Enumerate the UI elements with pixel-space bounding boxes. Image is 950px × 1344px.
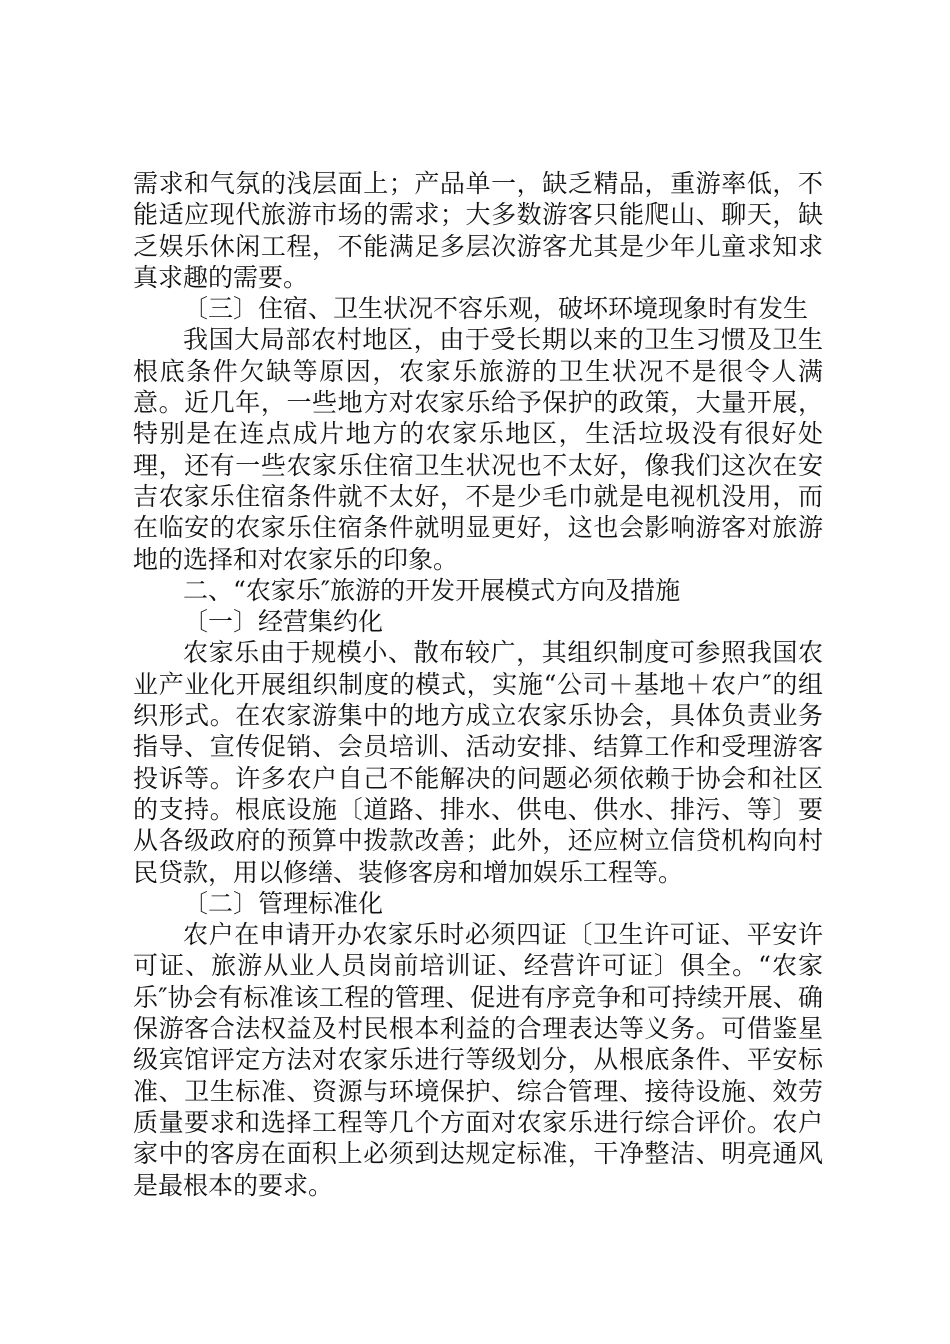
section-heading-standardized-management: 〔二〕管理标准化 — [183, 888, 384, 918]
paragraph-intensive-operation: 农家乐由于规模小、散布较广，其组织制度可参照我国农业产业化开展组织制度的模式，实施“公司＋基地＋农户″的组织形式。在农家游集中的地方成立农家乐协会，具体负责业务指导、宣传促销、会员培训、活动安排、结算工作和受理游客投诉等。许多农户自己不能解决的问题必须依赖于协会和社区的支持。根底设施〔道路、排水、供电、供水、排污、等〕要从各级政府的预算中拨款改善；此外，还应树立信贷机构向村民贷款，用以修缮、装修客房和增加娱乐工程等。 — [133, 638, 823, 887]
paragraph-hygiene-conditions: 我国大局部农村地区，由于受长期以来的卫生习惯及卫生根底条件欠缺等原因，农家乐旅游的卫生状况不是很令人满意。近几年，一些地方对农家乐给予保护的政策，大量开展，特别是在连点成片地方的农家乐地区，生活垃圾没有很好处理，还有一些农家乐住宿卫生状况也不太好，像我们这次在安吉农家乐住宿条件就不太好，不是少毛巾就是电视机没用，而在临安的农家乐住宿条件就明显更好，这也会影响游客对旅游地的选择和对农家乐的印象。 — [133, 325, 823, 574]
section-heading-accommodation-hygiene: 〔三〕住宿、卫生状况不容乐观，破坏环境现象时有发生 — [183, 294, 809, 324]
document-body — [133, 168, 823, 1201]
paragraph-continued: 需求和气氛的浅层面上；产品单一，缺乏精品，重游率低，不能适应现代旅游市场的需求；大多数游客只能爬山、聊天，缺乏娱乐休闲工程，不能满足多层次游客尤其是少年儿童求知求真求趣的需要。 — [133, 169, 823, 292]
section-heading-intensive-operation: 〔一〕经营集约化 — [183, 607, 384, 637]
paragraph-standardized-management: 农户在申请开办农家乐时必须四证〔卫生许可证、平安许可证、旅游从业人员岗前培训证、经营许可证〕俱全。“农家乐″协会有标准该工程的管理、促进有序竞争和可持续开展、确保游客合法权益及村民根本利益的合理表达等义务。可借鉴星级宾馆评定方法对农家乐进行等级划分，从根底条件、平安标准、卫生标准、资源与环境保护、综合管理、接待设施、效劳质量要求和选择工程等几个方面对农家乐进行综合评价。农户家中的客房在面积上必须到达规定标准，干净整洁、明亮通风是最根本的要求。 — [133, 920, 823, 1200]
section-heading-development-model: 二、“农家乐″旅游的开发开展模式方向及措施 — [183, 575, 681, 605]
